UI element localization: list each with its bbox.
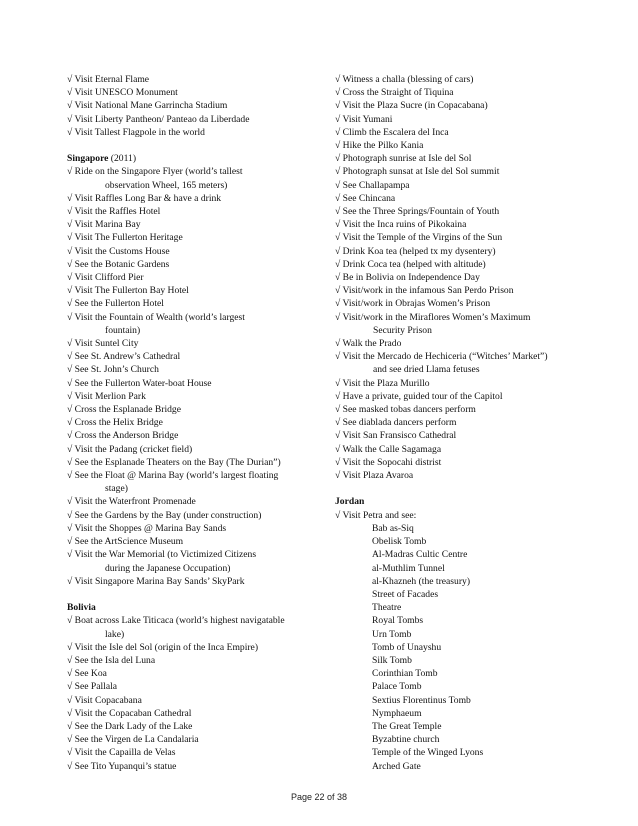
list-item: √ Visit Eternal Flame [67,74,150,85]
list-item: √ See the Dark Lady of the Lake [67,720,193,732]
list-item: √ Visit the Plaza Murillo [335,377,430,389]
sub-list-item: Sextius Florentinus Tomb [372,694,471,706]
list-item: √ Visit Tallest Flagpole in the world [67,126,205,138]
list-item: √ See the Gardens by the Bay (under construction) [67,509,262,521]
list-item: √ Drink Koa tea (helped tx my dysentery) [335,245,496,257]
list-item: √ Visit San Fransisco Cathedral [335,430,457,442]
list-item: √ See diablada dancers perform [335,417,457,429]
list-item: √ Visit the Isle del Sol (origin of the Inca Empire) [67,641,259,653]
sub-list-item: Corinthian Tomb [372,668,438,680]
list-item: √ Visit The Fullerton Bay Hotel [67,285,189,297]
right-column [335,73,600,773]
list-item: √ Visit Raffles Long Bar & have a drink [67,192,222,204]
list-item: √ Be in Bolivia on Independence Day [335,272,480,284]
list-item: √ See masked tobas dancers perform [335,404,476,416]
list-item: √ Climb the Escalera del Inca [335,126,449,138]
list-item: √ Visit/work in Obrajas Women’s Prison [335,298,491,310]
sub-list-item: Theatre [372,602,402,614]
sub-list-item: Nymphaeum [372,707,422,719]
list-item: √ Visit the Waterfront Promenade [67,496,196,508]
list-item: √ See Tito Yupanqui’s statue [67,760,177,772]
list-item: √ See Koa [67,668,107,680]
list-item: √ Visit Plaza Avaroa [335,470,414,482]
list-item: √ Visit Liberty Pantheon/ Panteao da Liberdade [67,113,250,125]
list-item: √ Walk the Calle Sagamaga [335,443,442,455]
section-title: Jordan [335,496,365,508]
list-item: √ See the Isla del Luna [67,654,156,666]
list-item: √ See the Fullerton Water-boat House [67,377,212,389]
section-title: Singapore [67,153,109,165]
list-item: √ See the Float @ Marina Bay (world’s largest floating [67,470,279,482]
list-item: √ Have a private, guided tour of the Capitol [335,390,503,402]
list-item: √ Visit Petra and see: [335,509,417,521]
list-item: √ Ride on the Singapore Flyer (world’s tallest [67,166,243,178]
list-item: √ Visit the Plaza Sucre (in Copacabana) [335,100,488,112]
list-item: √ Walk the Prado [335,338,402,350]
list-item: √ Visit/work in the Miraflores Women’s Maximum [335,311,531,323]
list-item: √ See St. Andrew’s Cathedral [67,351,181,363]
list-item: √ Visit the Customs House [67,245,170,257]
sub-list-item: Royal Tombs [372,615,424,627]
list-item: √ Visit UNESCO Monument [67,87,178,99]
sub-list-item: Arched Gate [372,760,421,772]
left-column [67,73,322,773]
sub-list-item: Bab as-Siq [372,522,414,534]
list-item: √ Visit National Mane Garrincha Stadium [67,100,228,112]
list-item: √ Visit Clifford Pier [67,272,144,284]
list-item: √ Visit Marina Bay [67,219,141,231]
sub-list-item: Tomb of Unayshu [372,641,442,653]
list-item: √ Boat across Lake Titicaca (world’s highest navigatable [67,615,285,627]
list-item: √ Visit the Padang (cricket field) [67,443,193,455]
list-item: √ Cross the Esplanade Bridge [67,404,181,416]
list-item: √ See the ArtScience Museum [67,536,184,548]
list-item: √ Hike the Pilko Kania [335,140,424,152]
sub-list-item: Palace Tomb [372,681,422,693]
list-item: √ See Challapampa [335,179,410,191]
list-item: √ See the Botanic Gardens [67,258,170,270]
list-item-continuation: fountain) [105,324,141,336]
sub-list-item: Temple of the Winged Lyons [372,747,484,759]
list-item: √ See the Esplanade Theaters on the Bay (The Durian”) [67,456,281,468]
list-item: √ Cross the Straight of Tiquina [335,87,454,99]
page-number: Page 22 of 38 [290,792,348,802]
list-item: √ See the Virgen de La Candalaria [67,734,199,746]
list-item: √ Visit the War Memorial (to Victimized Citizens [67,549,257,561]
sub-list-item: Byzabtine church [372,734,440,746]
list-item: √ Photograph sunsat at Isle del Sol summit [335,166,500,178]
list-item-continuation: during the Japanese Occupation) [105,562,231,574]
list-item: √ Cross the Anderson Bridge [67,430,179,442]
list-item: √ See Chincana [335,192,396,204]
section-heading [67,601,322,614]
sub-list-item: al-Muthlim Tunnel [372,562,445,574]
sub-list-item: Obelisk Tomb [372,536,427,548]
list-item: √ Visit the Inca ruins of Pikokaina [335,219,467,231]
list-item-continuation: stage) [105,483,128,495]
list-item: √ Visit the Mercado de Hechiceria (“Witches’ Market”) [335,351,548,363]
list-item: √ Visit the Shoppes @ Marina Bay Sands [67,522,227,534]
sub-list-item: Street of Facades [372,588,439,600]
list-item: √ Visit the Temple of the Virgins of the Sun [335,232,503,244]
section-heading [67,152,322,165]
list-item: √ Visit the Raffles Hotel [67,206,161,218]
sub-list-item: The Great Temple [372,720,442,732]
list-item: √ Visit Suntel City [67,338,139,350]
list-item-continuation: lake) [105,628,125,640]
sub-list-item: Al-Madras Cultic Centre [372,549,468,561]
list-item: √ Visit Singapore Marina Bay Sands’ SkyPark [67,575,245,587]
list-item-continuation: and see dried Llama fetuses [373,364,480,376]
list-item-continuation: Security Prison [373,324,432,336]
list-item: √ Drink Coca tea (helped with altitude) [335,258,486,270]
list-item-continuation: observation Wheel, 165 meters) [105,179,228,191]
page-footer [0,792,638,802]
section-heading [335,495,600,508]
sub-list-item: Silk Tomb [372,654,412,666]
list-item: √ Visit The Fullerton Heritage [67,232,183,244]
sub-list-item: Urn Tomb [372,628,412,640]
list-item: √ Witness a challa (blessing of cars) [335,74,474,85]
list-item: √ Visit the Sopocahi distrist [335,456,442,468]
list-item: √ See St. John’s Church [67,364,159,376]
list-item: √ See the Fullerton Hotel [67,298,164,310]
list-item: √ Photograph sunrise at Isle del Sol [335,153,472,165]
list-item: √ Visit Copacabana [67,694,142,706]
spacer [335,482,600,495]
list-item: √ Visit/work in the infamous San Perdo Prison [335,285,514,297]
section-title: Bolivia [67,602,96,614]
list-item: √ Visit the Copacaban Cathedral [67,707,192,719]
list-item: √ Visit the Capailla de Velas [67,747,176,759]
list-item: √ Visit the Fountain of Wealth (world’s largest [67,311,245,323]
spacer [67,588,322,601]
list-item: √ Cross the Helix Bridge [67,417,163,429]
section-year: (2011) [108,153,137,165]
list-item: √ Visit Yumani [335,113,393,125]
list-item: √ See the Three Springs/Fountain of Youth [335,206,500,218]
list-item: √ See Pallala [67,681,118,693]
spacer [67,139,322,152]
sub-list-item: al-Khazneh (the treasury) [372,575,471,587]
list-item: √ Visit Merlion Park [67,390,146,402]
